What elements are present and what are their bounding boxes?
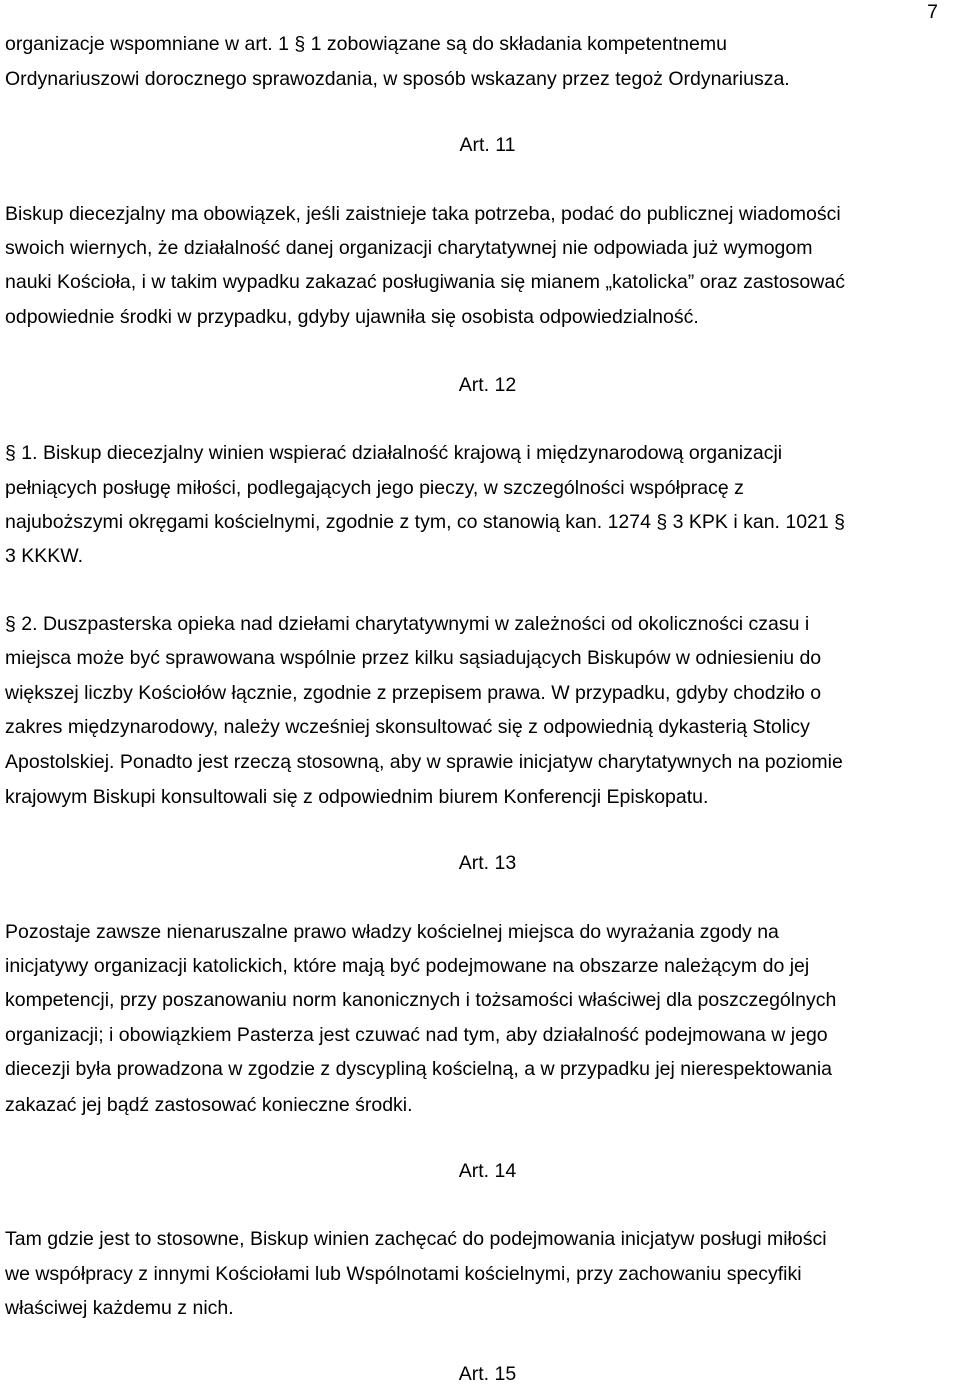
text-line: miejsca może być sprawowana wspólnie przez kilku sąsiadujących Biskupów w odniesieniu do (5, 647, 822, 669)
text-line: właściwej każdemu z nich. (5, 1297, 234, 1319)
text-line: najuboższymi okręgami kościelnymi, zgodnie z tym, co stanowią kan. 1274 § 3 KPK i kan. 1021 § (5, 511, 846, 533)
text-line: kompetencji, przy poszanowaniu norm kanonicznych i tożsamości właściwej dla poszczególnych (5, 989, 837, 1011)
text-line: większej liczby Kościołów łącznie, zgodnie z przepisem prawa. W przypadku, gdyby chodziło o (5, 682, 822, 704)
text-line: Biskup diecezjalny ma obowiązek, jeśli zaistnieje taka potrzeba, podać do publicznej wiadomości (5, 203, 841, 225)
text-line: Pozostaje zawsze nienaruszalne prawo władzy kościelnej miejsca do wyrażania zgody na (5, 921, 779, 943)
text-line: Apostolskiej. Ponadto jest rzeczą stosowną, aby w sprawie inicjatyw charytatywnych na poziomie (5, 751, 843, 773)
article-heading: Art. 12 (458, 374, 517, 396)
text-line: organizacje wspomniane w art. 1 § 1 zobowiązane są do składania kompetentnemu (5, 33, 727, 55)
text-line: 3 KKKW. (5, 545, 84, 567)
text-line: § 1. Biskup diecezjalny winien wspierać działalność krajową i międzynarodową organizacji (5, 442, 783, 464)
text-line: inicjatywy organizacji katolickich, które mają być podejmowane na obszarze należącym do jej (5, 955, 810, 977)
article-heading: Art. 13 (458, 852, 517, 874)
text-line: swoich wiernych, że działalność danej organizacji charytatywnej nie odpowiada już wymogom (5, 237, 813, 259)
text-line: krajowym Biskupi konsultowali się z odpowiednim biurem Konferencji Episkopatu. (5, 786, 709, 808)
text-line: Tam gdzie jest to stosowne, Biskup winien zachęcać do podejmowania inicjatyw posługi miłości (5, 1228, 827, 1250)
text-line: zakazać jej bądź zastosować konieczne środki. (5, 1094, 413, 1116)
text-line: § 2. Duszpasterska opieka nad dziełami charytatywnymi w zależności od okoliczności czasu i (5, 613, 810, 635)
article-heading: Art. 14 (458, 1160, 517, 1182)
text-line: organizacji; i obowiązkiem Pasterza jest czuwać nad tym, aby działalność podejmowana w jego (5, 1024, 828, 1046)
text-line: nauki Kościoła, i w takim wypadku zakazać posługiwania się mianem „katolicka” oraz zastosować (5, 271, 845, 293)
text-line: pełniących posługę miłości, podlegających jego pieczy, w szczególności współpracę z (5, 477, 744, 499)
text-line: diecezji była prowadzona w zgodzie z dyscypliną kościelną, a w przypadku jej nierespektowania (5, 1058, 833, 1080)
text-line: Ordynariuszowi dorocznego sprawozdania, w sposób wskazany przez tegoż Ordynariusza. (5, 68, 790, 90)
article-heading: Art. 11 (459, 134, 516, 156)
page-number: 7 (927, 1, 938, 23)
article-heading: Art. 15 (458, 1363, 517, 1385)
text-line: odpowiednie środki w przypadku, gdyby ujawniła się osobista odpowiedzialność. (5, 306, 699, 328)
text-line: zakres międzynarodowy, należy wcześniej skonsultować się z odpowiednią dykasterią Stolicy (5, 716, 810, 738)
text-line: we współpracy z innymi Kościołami lub Wspólnotami kościelnymi, przy zachowaniu specyfiki (5, 1263, 802, 1285)
